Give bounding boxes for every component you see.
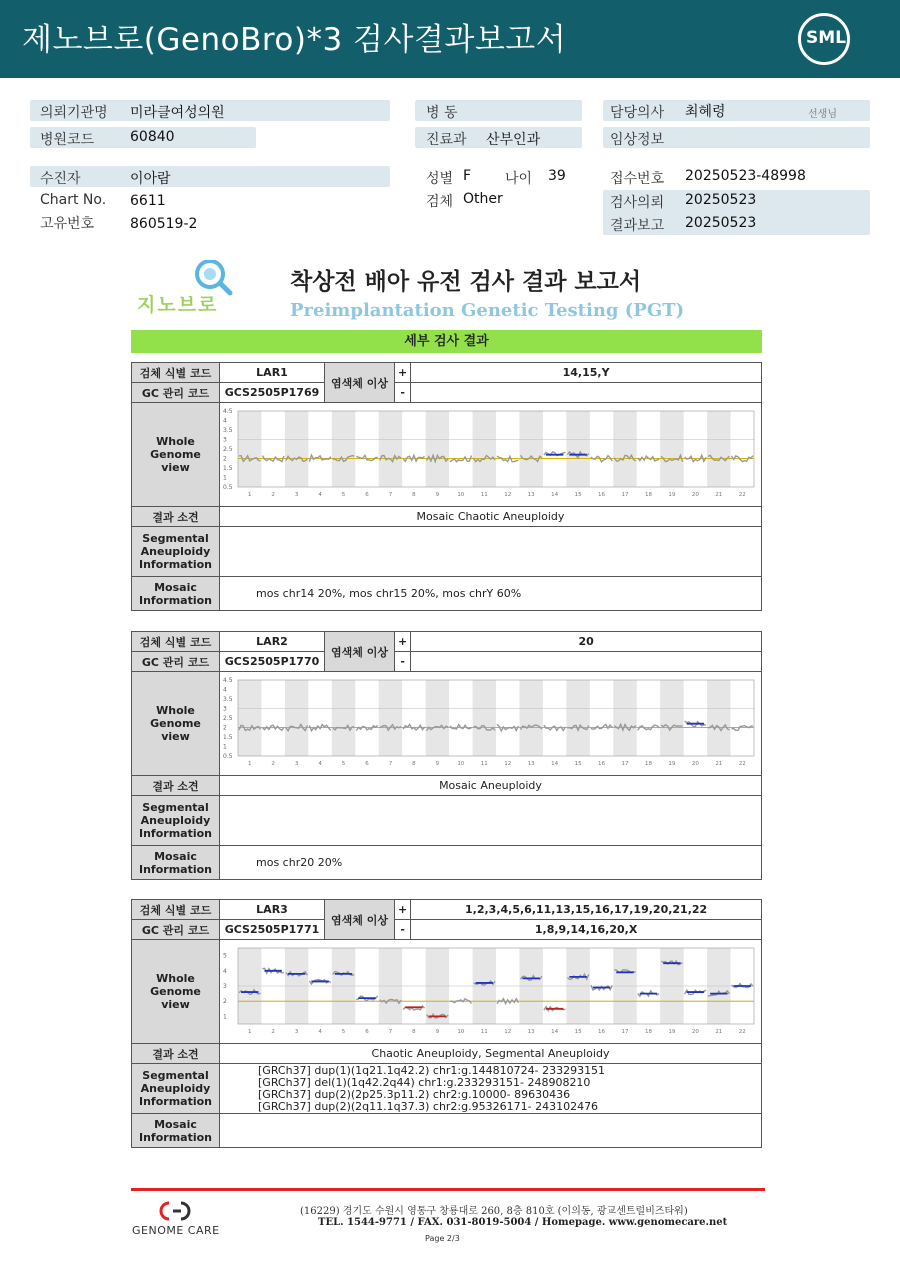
doctor-suffix: 선생님 [808, 109, 837, 120]
uid-label: 고유번호 [40, 216, 95, 232]
x-tick-label: 16 [598, 761, 606, 767]
genome-chart [220, 403, 760, 503]
loss-value: 1,8,9,14,16,20,X [411, 920, 762, 940]
genome-chart [220, 940, 760, 1040]
y-tick-label: 2 [223, 455, 227, 463]
chrom-band [707, 411, 730, 487]
y-tick-label: 1 [223, 474, 227, 482]
chart-value: 6611 [130, 193, 166, 209]
finding-value: Mosaic Chaotic Aneuploidy [220, 507, 762, 527]
x-tick-label: 16 [598, 492, 606, 498]
gc-code-value: GCS2505P1769 [220, 383, 325, 403]
chrom-band [660, 680, 683, 756]
chrom-band [660, 411, 683, 487]
gc-code-label: GC 관리 코드 [132, 652, 220, 672]
chrom-band [566, 411, 589, 487]
gc-code-label: GC 관리 코드 [132, 920, 220, 940]
doctor-value: 최혜령 [685, 104, 726, 120]
x-tick-label: 15 [574, 492, 582, 498]
y-tick-label: 4 [223, 967, 227, 975]
specimen-code-value: LAR3 [220, 900, 325, 920]
loss-sign: - [395, 652, 411, 672]
chrom-band [566, 680, 589, 756]
x-tick-label: 17 [621, 1029, 629, 1035]
x-tick-label: 16 [598, 1029, 606, 1035]
x-tick-label: 4 [318, 492, 322, 498]
report-date-label: 결과보고 [610, 218, 665, 234]
y-tick-label: 3 [223, 705, 227, 713]
y-tick-label: 2 [223, 724, 227, 732]
x-tick-label: 2 [271, 761, 275, 767]
chrom-segment [591, 724, 613, 729]
footer-divider [131, 1188, 765, 1191]
y-tick-label: 2.5 [223, 715, 233, 722]
receipt-value: 20250523-48998 [685, 168, 806, 184]
x-tick-label: 22 [738, 761, 746, 767]
specimen-code-label: 검체 식별 코드 [132, 363, 220, 383]
chrom-band [285, 680, 308, 756]
y-tick-label: 1 [223, 1013, 227, 1021]
y-tick-label: 3.5 [223, 427, 233, 434]
loss-value [411, 652, 762, 672]
x-tick-label: 9 [435, 1029, 440, 1035]
gc-code-value: GCS2505P1771 [220, 920, 325, 940]
segmental-label: Segmental Aneuploidy Information [132, 1064, 220, 1114]
dept-label: 진료과 [426, 132, 467, 148]
x-tick-label: 9 [435, 492, 440, 498]
loss-sign: - [395, 383, 411, 403]
mosaic-label: Mosaic Information [132, 1114, 220, 1148]
x-tick-label: 22 [738, 492, 746, 498]
report-title: 제노브로(GenoBro)*3 검사결과보고서 [22, 22, 567, 58]
chrom-band [332, 411, 355, 487]
chrom-band [238, 411, 261, 487]
segmental-line: [GRCh37] dup(1)(1q21.1q42.2) chr1:g.144810724- 233293151 [258, 1063, 606, 1077]
report-date-value: 20250523 [685, 215, 757, 231]
y-tick-label: 4 [223, 686, 227, 694]
y-tick-label: 5 [223, 952, 227, 960]
y-tick-label: 1 [223, 743, 227, 751]
x-tick-label: 13 [527, 761, 535, 767]
sml-logo-text: SML [806, 28, 846, 48]
specimen-code-label: 검체 식별 코드 [132, 632, 220, 652]
y-tick-label: 0.5 [223, 484, 233, 491]
sample-table [131, 362, 762, 611]
dept-value: 산부인과 [486, 132, 541, 148]
chrom-abn-label: 염색체 이상 [325, 900, 395, 940]
specimen-label: 검체 [426, 194, 454, 210]
x-tick-label: 1 [247, 1029, 252, 1035]
age-value: 39 [548, 168, 566, 184]
x-tick-label: 4 [318, 1029, 322, 1035]
segmental-line: [GRCh37] dup(2)(2p25.3p11.2) chr2:g.10000- 89630436 [258, 1087, 571, 1101]
y-tick-label: 1.5 [223, 465, 233, 472]
segmental-label: Segmental Aneuploidy Information [132, 527, 220, 577]
wgv-graph-cell [220, 403, 762, 507]
mosaic-value: mos chr20 20% [220, 846, 762, 880]
loss-sign: - [395, 920, 411, 940]
sample-table [131, 631, 762, 880]
x-tick-label: 6 [365, 492, 369, 498]
x-tick-label: 6 [365, 1029, 369, 1035]
y-tick-label: 4.5 [223, 677, 233, 684]
chrom-band [332, 680, 355, 756]
chrom-band [519, 680, 542, 756]
patient-value: 이아람 [130, 171, 171, 187]
chrom-band [473, 680, 496, 756]
gain-value: 14,15,Y [411, 363, 762, 383]
ward-label: 병 동 [426, 105, 458, 121]
x-tick-label: 14 [551, 761, 559, 767]
x-tick-label: 10 [457, 1029, 465, 1035]
x-tick-label: 12 [504, 761, 512, 767]
gain-sign: + [395, 363, 411, 383]
x-tick-label: 3 [294, 492, 299, 498]
x-tick-label: 11 [480, 761, 488, 767]
chrom-segment [450, 725, 471, 729]
x-tick-label: 7 [388, 761, 393, 767]
x-tick-label: 14 [551, 492, 559, 498]
x-tick-label: 12 [504, 1029, 512, 1035]
y-tick-label: 4.5 [223, 408, 233, 415]
mosaic-value [220, 1114, 762, 1148]
x-tick-label: 13 [527, 492, 535, 498]
finding-label: 결과 소견 [132, 776, 220, 796]
y-tick-label: 3.5 [223, 696, 233, 703]
gain-value: 1,2,3,4,5,6,11,13,15,16,17,19,20,21,22 [411, 900, 762, 920]
receipt-label: 접수번호 [610, 171, 665, 187]
x-tick-label: 15 [574, 1029, 582, 1035]
wgv-graph-cell [220, 940, 762, 1044]
segmental-line: [GRCh37] dup(2)(2q11.1q37.3) chr2:g.95326171- 243102476 [258, 1099, 599, 1113]
chrom-band [238, 680, 261, 756]
wgv-label: Whole Genome view [132, 940, 220, 1044]
wgv-label: Whole Genome view [132, 403, 220, 507]
y-tick-label: 3 [223, 436, 227, 444]
genome-care-logo-icon [155, 1200, 195, 1222]
footer-address: (16229) 경기도 수원시 영통구 창룡대로 260, 8층 810호 (이의동, 광교센트럴비즈타워) [300, 1206, 688, 1217]
x-tick-label: 7 [388, 1029, 393, 1035]
brand-name: 지노브로 [137, 294, 219, 316]
segmental-label: Segmental Aneuploidy Information [132, 796, 220, 846]
x-tick-label: 21 [715, 1029, 723, 1035]
x-tick-label: 3 [294, 761, 299, 767]
x-tick-label: 2 [271, 1029, 275, 1035]
finding-label: 결과 소견 [132, 1044, 220, 1064]
y-tick-label: 2 [223, 998, 227, 1006]
chrom-abn-label: 염색체 이상 [325, 363, 395, 403]
chrom-band [426, 680, 449, 756]
doctor-label: 담당의사 [610, 105, 665, 121]
x-tick-label: 10 [457, 761, 465, 767]
specimen-code-value: LAR2 [220, 632, 325, 652]
x-tick-label: 17 [621, 492, 629, 498]
gain-sign: + [395, 900, 411, 920]
chrom-band [613, 411, 636, 487]
footer-contact: TEL. 1544-9771 / FAX. 031-8019-5004 / Homepage. www.genomecare.net [318, 1217, 728, 1228]
chrom-band [473, 411, 496, 487]
x-tick-label: 3 [294, 1029, 299, 1035]
segmental-value [220, 527, 762, 577]
x-tick-label: 5 [341, 1029, 346, 1035]
gain-sign: + [395, 632, 411, 652]
chrom-abn-label: 염색체 이상 [325, 632, 395, 672]
wgv-graph-cell [220, 672, 762, 776]
x-tick-label: 20 [691, 1029, 699, 1035]
y-tick-label: 4 [223, 417, 227, 425]
x-tick-label: 7 [388, 492, 393, 498]
x-tick-label: 13 [527, 1029, 535, 1035]
segmental-value [220, 1064, 762, 1114]
x-tick-label: 1 [247, 761, 252, 767]
segmental-value [220, 796, 762, 846]
info-bar [30, 166, 390, 187]
chrom-segment [544, 725, 566, 730]
patient-label: 수진자 [40, 171, 81, 187]
specimen-code-label: 검체 식별 코드 [132, 900, 220, 920]
chart-label: Chart No. [40, 192, 107, 208]
request-value: 20250523 [685, 192, 757, 208]
x-tick-label: 12 [504, 492, 512, 498]
y-tick-label: 3 [223, 983, 227, 990]
x-tick-label: 5 [341, 492, 346, 498]
x-tick-label: 14 [551, 1029, 559, 1035]
mosaic-label: Mosaic Information [132, 577, 220, 611]
chrom-band [379, 411, 402, 487]
x-tick-label: 18 [644, 492, 652, 498]
hosp-code-value: 60840 [130, 129, 175, 145]
report-header [0, 0, 900, 78]
x-tick-label: 19 [668, 492, 676, 498]
gc-code-value: GCS2505P1770 [220, 652, 325, 672]
finding-label: 결과 소견 [132, 507, 220, 527]
x-tick-label: 11 [480, 492, 488, 498]
finding-value: Mosaic Aneuploidy [220, 776, 762, 796]
pgt-title: 착상전 배아 유전 검사 결과 보고서 [290, 269, 642, 295]
x-tick-label: 21 [715, 761, 723, 767]
x-tick-label: 19 [668, 761, 676, 767]
x-tick-label: 8 [412, 761, 416, 767]
x-tick-label: 5 [341, 761, 346, 767]
specimen-value: Other [463, 191, 503, 207]
request-label: 검사의뢰 [610, 195, 665, 211]
chrom-band [285, 411, 308, 487]
x-tick-label: 21 [715, 492, 723, 498]
chrom-band [707, 680, 730, 756]
x-tick-label: 22 [738, 1029, 746, 1035]
chrom-band [426, 411, 449, 487]
company-name: GENOME CARE [132, 1224, 220, 1237]
mosaic-label: Mosaic Information [132, 846, 220, 880]
x-tick-label: 18 [644, 761, 652, 767]
req-org-label: 의뢰기관명 [40, 105, 108, 121]
wgv-label: Whole Genome view [132, 672, 220, 776]
x-tick-label: 1 [247, 492, 252, 498]
req-org-value: 미라클여성의원 [130, 105, 225, 121]
x-tick-label: 4 [318, 761, 322, 767]
x-tick-label: 8 [412, 492, 416, 498]
gain-value: 20 [411, 632, 762, 652]
genome-chart [220, 672, 760, 772]
x-tick-label: 6 [365, 761, 369, 767]
chrom-segment [732, 726, 754, 731]
hosp-code-label: 병원코드 [40, 132, 95, 148]
y-tick-label: 1.5 [223, 734, 233, 741]
chrom-band [519, 411, 542, 487]
x-tick-label: 10 [457, 492, 465, 498]
y-tick-label: 0.5 [223, 753, 233, 760]
chrom-segment [497, 725, 519, 731]
x-tick-label: 11 [480, 1029, 488, 1035]
clinical-label: 임상정보 [610, 132, 665, 148]
page-number: Page 2/3 [425, 1234, 460, 1243]
x-tick-label: 19 [668, 1029, 676, 1035]
finding-value: Chaotic Aneuploidy, Segmental Aneuploidy [220, 1044, 762, 1064]
x-tick-label: 2 [271, 492, 275, 498]
y-tick-label: 2.5 [223, 446, 233, 453]
gc-code-label: GC 관리 코드 [132, 383, 220, 403]
section-header: 세부 검사 결과 [131, 330, 762, 353]
sex-value: F [463, 168, 472, 184]
loss-value [411, 383, 762, 403]
x-tick-label: 20 [691, 492, 699, 498]
x-tick-label: 15 [574, 761, 582, 767]
chrom-band [379, 680, 402, 756]
x-tick-label: 17 [621, 761, 629, 767]
x-tick-label: 9 [435, 761, 440, 767]
age-label: 나이 [505, 171, 533, 187]
mosaic-value: mos chr14 20%, mos chr15 20%, mos chrY 60% [220, 577, 762, 611]
sample-table [131, 899, 762, 1148]
specimen-code-value: LAR1 [220, 363, 325, 383]
pgt-subtitle: Preimplantation Genetic Testing (PGT) [290, 300, 685, 321]
chrom-band [613, 680, 636, 756]
x-tick-label: 20 [691, 761, 699, 767]
uid-value: 860519-2 [130, 216, 198, 232]
x-tick-label: 18 [644, 1029, 652, 1035]
segmental-line: [GRCh37] del(1)(1q42.2q44) chr1:g.233293151- 248908210 [258, 1075, 591, 1089]
x-tick-label: 8 [412, 1029, 416, 1035]
sex-label: 성별 [426, 171, 454, 187]
